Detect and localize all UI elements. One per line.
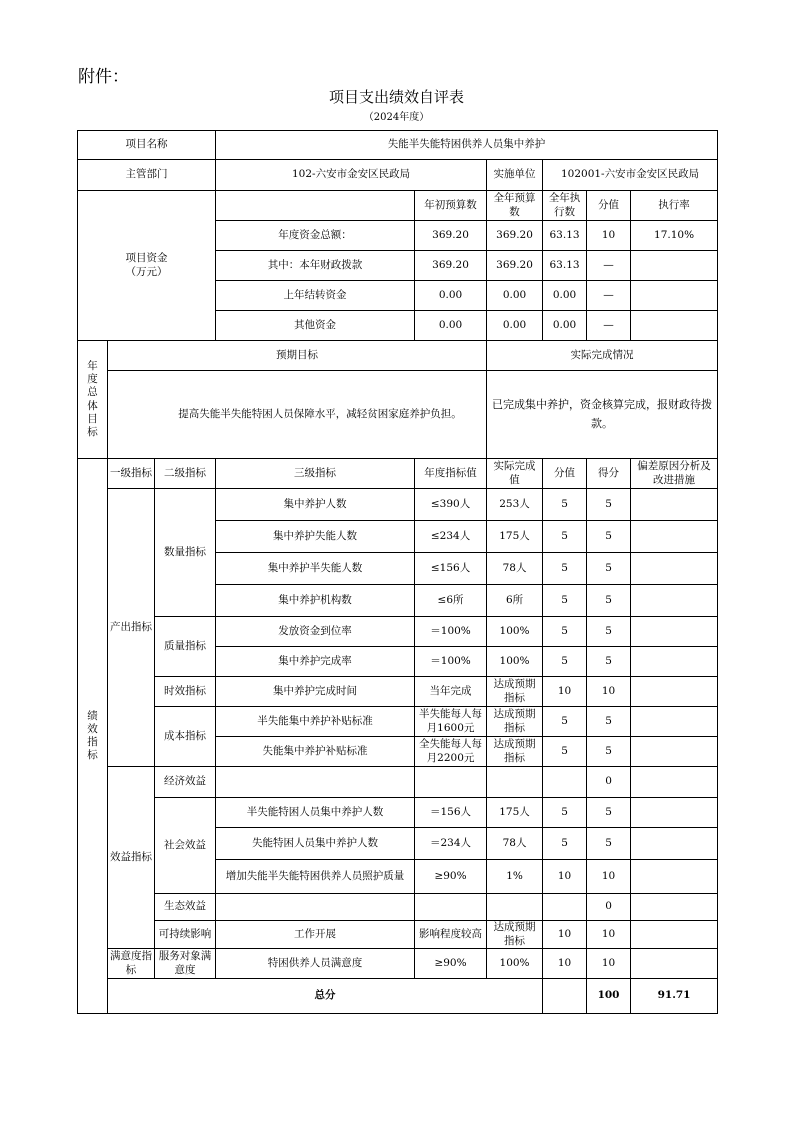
indicator-name: 发放资金到位率 bbox=[216, 617, 415, 647]
indicators-label bbox=[78, 459, 108, 1014]
funds-score-value: — bbox=[587, 251, 631, 281]
indicator-name bbox=[216, 767, 415, 798]
expected-goal: 提高失能半失能特困人员保障水平，减轻贫困家庭养护负担。 bbox=[108, 371, 487, 459]
funds-header-initial: 年初预算数 bbox=[415, 191, 487, 221]
funds-header-score-value: 分值 bbox=[587, 191, 631, 221]
indicator-value bbox=[543, 894, 587, 921]
indicator-name: 增加失能半失能特困供养人员照护质量 bbox=[216, 860, 415, 894]
indicator-note bbox=[631, 647, 718, 677]
indicator-target: 当年完成 bbox=[415, 677, 487, 707]
funds-initial: 369.20 bbox=[415, 221, 487, 251]
indicator-target bbox=[415, 894, 487, 921]
indicator-actual: 1% bbox=[487, 860, 543, 894]
indicator-actual: 达成预期指标 bbox=[487, 921, 543, 949]
indicator-score: 5 bbox=[587, 489, 631, 521]
funds-initial: 369.20 bbox=[415, 251, 487, 281]
total-label: 总分 bbox=[108, 979, 543, 1014]
total-value: 100 bbox=[587, 979, 631, 1014]
goals-content-row bbox=[78, 371, 718, 459]
indicator-note bbox=[631, 677, 718, 707]
header-level2: 二级指标 bbox=[155, 459, 216, 489]
indicator-target: ＝156人 bbox=[415, 798, 487, 828]
indicator-note bbox=[631, 617, 718, 647]
indicator-note bbox=[631, 707, 718, 737]
level2-service: 服务对象满意度 bbox=[155, 949, 216, 979]
indicator-actual: 100% bbox=[487, 949, 543, 979]
indicator-actual: 达成预期指标 bbox=[487, 677, 543, 707]
indicator-name: 工作开展 bbox=[216, 921, 415, 949]
indicator-value: 5 bbox=[543, 489, 587, 521]
level2-social: 社会效益 bbox=[155, 798, 216, 894]
header-value: 分值 bbox=[543, 459, 587, 489]
level2-timeliness: 时效指标 bbox=[155, 677, 216, 707]
level1-effect: 效益指标 bbox=[108, 767, 155, 949]
indicator-score: 10 bbox=[587, 921, 631, 949]
indicator-name: 集中养护机构数 bbox=[216, 585, 415, 617]
indicator-score: 10 bbox=[587, 949, 631, 979]
total-blank bbox=[543, 979, 587, 1014]
indicator-row bbox=[78, 489, 718, 521]
attachment-label: 附件： bbox=[78, 67, 129, 87]
indicator-row bbox=[78, 894, 718, 921]
funds-executed: 63.13 bbox=[543, 221, 587, 251]
indicator-actual bbox=[487, 894, 543, 921]
indicator-row bbox=[78, 707, 718, 737]
indicator-note bbox=[631, 860, 718, 894]
dept-value: 102-六安市金安区民政局 bbox=[216, 160, 487, 191]
funds-row-label: 其中：本年财政拨款 bbox=[216, 251, 415, 281]
indicator-actual: 100% bbox=[487, 647, 543, 677]
indicator-score: 5 bbox=[587, 521, 631, 553]
funds-initial: 0.00 bbox=[415, 311, 487, 341]
indicator-name: 半失能集中养护补贴标准 bbox=[216, 707, 415, 737]
indicator-note bbox=[631, 921, 718, 949]
funds-rate bbox=[631, 311, 718, 341]
indicator-target: ≤6所 bbox=[415, 585, 487, 617]
level2-quality: 质量指标 bbox=[155, 617, 216, 677]
indicator-target: 半失能每人每月1600元 bbox=[415, 707, 487, 737]
indicator-note bbox=[631, 585, 718, 617]
indicator-row bbox=[78, 767, 718, 798]
header-actual: 实际完成值 bbox=[487, 459, 543, 489]
funds-header-blank bbox=[216, 191, 415, 221]
funds-annual: 369.20 bbox=[487, 221, 543, 251]
indicator-target: ≥90% bbox=[415, 860, 487, 894]
indicator-score: 5 bbox=[587, 737, 631, 767]
indicator-row bbox=[78, 921, 718, 949]
impl-value: 102001-六安市金安区民政局 bbox=[543, 160, 718, 191]
indicator-name: 集中养护人数 bbox=[216, 489, 415, 521]
indicator-row bbox=[78, 798, 718, 828]
funds-executed: 0.00 bbox=[543, 281, 587, 311]
indicator-actual: 达成预期指标 bbox=[487, 737, 543, 767]
indicator-actual bbox=[487, 767, 543, 798]
indicator-actual: 175人 bbox=[487, 521, 543, 553]
indicator-value: 5 bbox=[543, 647, 587, 677]
indicator-actual: 175人 bbox=[487, 798, 543, 828]
header-target: 年度指标值 bbox=[415, 459, 487, 489]
funds-header-annual: 全年预算数 bbox=[487, 191, 543, 221]
indicator-actual: 78人 bbox=[487, 828, 543, 860]
indicator-target: ≤234人 bbox=[415, 521, 487, 553]
indicator-score: 0 bbox=[587, 894, 631, 921]
indicator-target: 全失能每人每月2200元 bbox=[415, 737, 487, 767]
indicator-row bbox=[78, 677, 718, 707]
indicator-actual: 253人 bbox=[487, 489, 543, 521]
level2-quantity: 数量指标 bbox=[155, 489, 216, 617]
header-score: 得分 bbox=[587, 459, 631, 489]
indicator-value: 5 bbox=[543, 828, 587, 860]
indicator-target: ≥90% bbox=[415, 949, 487, 979]
funds-rate bbox=[631, 251, 718, 281]
level2-economic: 经济效益 bbox=[155, 767, 216, 798]
indicator-note bbox=[631, 767, 718, 798]
indicator-target: 影响程度较高 bbox=[415, 921, 487, 949]
funds-annual: 369.20 bbox=[487, 251, 543, 281]
funds-score-value: — bbox=[587, 311, 631, 341]
total-row bbox=[78, 979, 718, 1014]
indicator-value bbox=[543, 767, 587, 798]
indicator-score: 5 bbox=[587, 617, 631, 647]
actual-goal: 已完成集中养护，资金核算完成，报财政待拨款。 bbox=[487, 371, 718, 459]
indicator-note bbox=[631, 553, 718, 585]
funds-header-rate: 执行率 bbox=[631, 191, 718, 221]
funds-row-label: 其他资金 bbox=[216, 311, 415, 341]
header-level1: 一级指标 bbox=[108, 459, 155, 489]
level2-sustainable: 可持续影响 bbox=[155, 921, 216, 949]
indicator-name: 集中养护失能人数 bbox=[216, 521, 415, 553]
goals-label-text: 年度总体目标 bbox=[87, 360, 98, 438]
dept-row bbox=[78, 160, 718, 191]
level2-ecological: 生态效益 bbox=[155, 894, 216, 921]
funds-rate: 17.10% bbox=[631, 221, 718, 251]
funds-executed: 63.13 bbox=[543, 251, 587, 281]
indicator-name: 半失能特困人员集中养护人数 bbox=[216, 798, 415, 828]
funds-row-label: 上年结转资金 bbox=[216, 281, 415, 311]
indicators-header-row bbox=[78, 459, 718, 489]
impl-label: 实施单位 bbox=[487, 160, 543, 191]
indicator-note bbox=[631, 737, 718, 767]
project-name: 失能半失能特困供养人员集中养护 bbox=[216, 131, 718, 160]
funds-rate bbox=[631, 281, 718, 311]
indicator-note bbox=[631, 894, 718, 921]
funds-score-value: — bbox=[587, 281, 631, 311]
year-label: （2024年度） bbox=[363, 112, 430, 123]
indicator-value: 10 bbox=[543, 860, 587, 894]
indicator-actual: 达成预期指标 bbox=[487, 707, 543, 737]
indicator-score: 5 bbox=[587, 707, 631, 737]
level1-output: 产出指标 bbox=[108, 489, 155, 767]
goals-label bbox=[78, 341, 108, 459]
indicator-name: 失能集中养护补贴标准 bbox=[216, 737, 415, 767]
indicator-note bbox=[631, 949, 718, 979]
indicator-value: 10 bbox=[543, 949, 587, 979]
funds-executed: 0.00 bbox=[543, 311, 587, 341]
header-note: 偏差原因分析及改进措施 bbox=[631, 459, 718, 489]
indicator-score: 10 bbox=[587, 677, 631, 707]
indicator-target: ≤390人 bbox=[415, 489, 487, 521]
funds-header-row bbox=[78, 191, 718, 221]
indicator-row bbox=[78, 949, 718, 979]
project-name-row bbox=[78, 131, 718, 160]
actual-goal-header: 实际完成情况 bbox=[487, 341, 718, 371]
funds-score-value: 10 bbox=[587, 221, 631, 251]
indicator-score: 5 bbox=[587, 647, 631, 677]
indicator-value: 5 bbox=[543, 617, 587, 647]
indicators-label-text: 绩效指标 bbox=[87, 709, 98, 762]
project-name-label: 项目名称 bbox=[78, 131, 216, 160]
goals-header-row bbox=[78, 341, 718, 371]
indicator-score: 5 bbox=[587, 585, 631, 617]
indicator-name: 失能特困人员集中养护人数 bbox=[216, 828, 415, 860]
evaluation-table bbox=[77, 130, 718, 1014]
indicator-score: 0 bbox=[587, 767, 631, 798]
funds-initial: 0.00 bbox=[415, 281, 487, 311]
indicator-actual: 6所 bbox=[487, 585, 543, 617]
indicator-actual: 78人 bbox=[487, 553, 543, 585]
indicator-name: 集中养护半失能人数 bbox=[216, 553, 415, 585]
indicator-row bbox=[78, 617, 718, 647]
level2-cost: 成本指标 bbox=[155, 707, 216, 767]
funds-header-executed: 全年执行数 bbox=[543, 191, 587, 221]
indicator-score: 10 bbox=[587, 860, 631, 894]
indicator-name bbox=[216, 894, 415, 921]
funds-row-label: 年度资金总额： bbox=[216, 221, 415, 251]
indicator-score: 5 bbox=[587, 553, 631, 585]
indicator-value: 10 bbox=[543, 921, 587, 949]
indicator-score: 5 bbox=[587, 828, 631, 860]
indicator-target bbox=[415, 767, 487, 798]
funds-annual: 0.00 bbox=[487, 281, 543, 311]
indicator-note bbox=[631, 521, 718, 553]
indicator-value: 5 bbox=[543, 798, 587, 828]
dept-label: 主管部门 bbox=[78, 160, 216, 191]
indicator-value: 5 bbox=[543, 737, 587, 767]
header-level3: 三级指标 bbox=[216, 459, 415, 489]
indicator-value: 5 bbox=[543, 553, 587, 585]
funds-label: 项目资金 （万元） bbox=[78, 191, 216, 341]
indicator-note bbox=[631, 489, 718, 521]
indicator-name: 集中养护完成时间 bbox=[216, 677, 415, 707]
indicator-name: 集中养护完成率 bbox=[216, 647, 415, 677]
indicator-target: ≤156人 bbox=[415, 553, 487, 585]
funds-annual: 0.00 bbox=[487, 311, 543, 341]
indicator-note bbox=[631, 798, 718, 828]
level1-satisfaction: 满意度指标 bbox=[108, 949, 155, 979]
indicator-target: ＝234人 bbox=[415, 828, 487, 860]
indicator-actual: 100% bbox=[487, 617, 543, 647]
indicator-value: 5 bbox=[543, 707, 587, 737]
indicator-target: ＝100% bbox=[415, 647, 487, 677]
indicator-value: 5 bbox=[543, 585, 587, 617]
indicator-note bbox=[631, 828, 718, 860]
total-score: 91.71 bbox=[631, 979, 718, 1014]
indicator-name: 特困供养人员满意度 bbox=[216, 949, 415, 979]
indicator-value: 5 bbox=[543, 521, 587, 553]
expected-goal-header: 预期目标 bbox=[108, 341, 487, 371]
indicator-target: ＝100% bbox=[415, 617, 487, 647]
indicator-score: 5 bbox=[587, 798, 631, 828]
page-title: 项目支出绩效自评表 bbox=[328, 88, 464, 106]
indicator-value: 10 bbox=[543, 677, 587, 707]
